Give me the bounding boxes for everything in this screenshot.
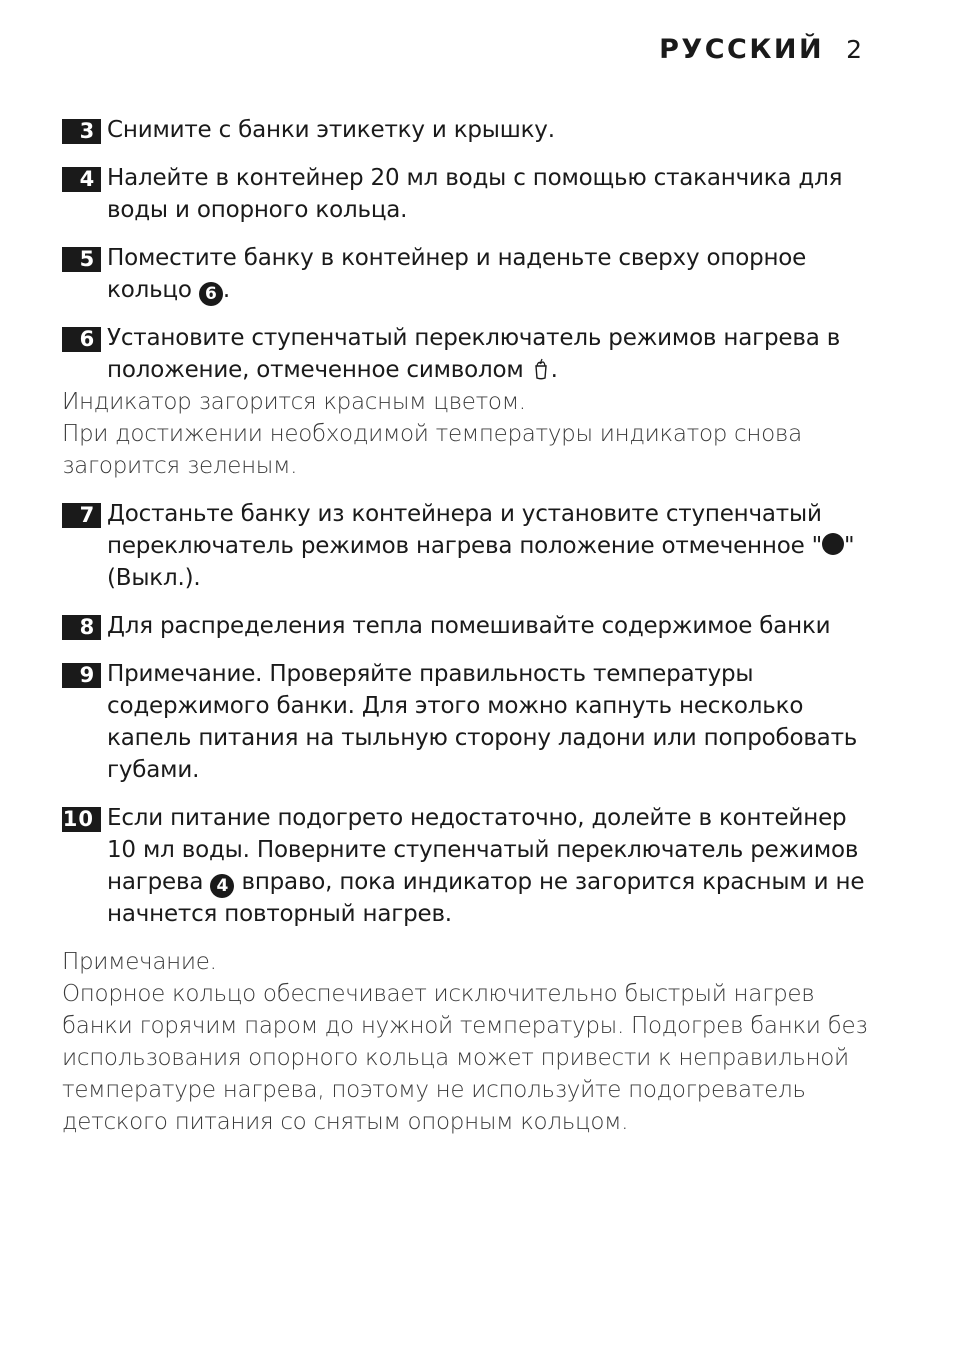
step-line: начнется повторный нагрев.: [107, 901, 452, 927]
note-line: температуре нагрева, поэтому не используйте подогреватель: [62, 1077, 806, 1103]
step-line: Достаньте банку из контейнера и установите ступенчатый: [107, 501, 822, 527]
step-line-end: .: [550, 357, 558, 383]
note-title: Примечание.: [62, 949, 217, 975]
step-line: Если питание подогрето недостаточно, долейте в контейнер: [107, 805, 847, 831]
step-number: 10: [62, 807, 101, 832]
step-7: [62, 498, 882, 594]
step-3: [62, 114, 882, 146]
step-line-with-badge: [107, 866, 882, 898]
note-line: использования опорного кольца может привести к неправильной: [62, 1045, 849, 1071]
step-number: 5: [62, 247, 101, 272]
result-line: При достижении необходимой температуры индикатор снова: [62, 421, 802, 447]
step-line: содержимого банки. Для этого можно капнуть несколько: [107, 693, 804, 719]
step-6-result: [62, 386, 882, 482]
note-line: детского питания со снятым опорным кольцом.: [62, 1109, 629, 1135]
step-line-with-badge: [107, 274, 882, 306]
step-line-end: .: [222, 277, 230, 303]
step-4: [62, 162, 882, 226]
step-8: [62, 610, 882, 642]
step-number: 9: [62, 663, 101, 688]
step-10: [62, 802, 882, 930]
page-header: [62, 34, 862, 65]
step-9: [62, 658, 882, 786]
result-line: загорится зеленым.: [62, 453, 298, 479]
language-title: РУССКИЙ: [659, 34, 825, 65]
step-line: воды и опорного кольца.: [107, 197, 408, 223]
step-line-with-icon: [107, 530, 882, 562]
step-line: капель питания на тыльную сторону ладони или попробовать: [107, 725, 858, 751]
result-line: Индикатор загорится красным цветом.: [62, 389, 526, 415]
off-dot-icon: [822, 533, 844, 555]
jar-icon: [531, 358, 551, 380]
callout-number-badge: 6: [199, 282, 223, 306]
note-line: Опорное кольцо обеспечивает исключительно быстрый нагрев: [62, 981, 815, 1007]
step-line: Установите ступенчатый переключатель режимов нагрева в: [107, 325, 841, 351]
step-5: [62, 242, 882, 306]
step-line: Поместите банку в контейнер и наденьте сверху опорное: [107, 245, 807, 271]
page-number: 2: [846, 35, 862, 64]
step-line: Примечание. Проверяйте правильность температуры: [107, 661, 754, 687]
step-number: 8: [62, 615, 101, 640]
step-6: [62, 322, 882, 386]
note: [62, 946, 882, 1138]
step-line-end: ": [844, 533, 855, 559]
step-line-end: вправо, пока индикатор не загорится красным и не: [241, 869, 865, 895]
step-line: Налейте в контейнер 20 мл воды с помощью стаканчика для: [107, 165, 843, 191]
step-line: Снимите с банки этикетку и крышку.: [107, 117, 555, 143]
step-number: 3: [62, 119, 101, 144]
step-number: 7: [62, 503, 101, 528]
step-line-text: положение, отмеченное символом: [107, 357, 524, 383]
step-number: 6: [62, 327, 101, 352]
step-line-text: кольцо: [107, 277, 192, 303]
step-line-text: нагрева: [107, 869, 204, 895]
step-number: 4: [62, 167, 101, 192]
step-line: Для распределения тепла помешивайте содержимое банки: [107, 613, 831, 639]
step-line: 10 мл воды. Поверните ступенчатый переключатель режимов: [107, 837, 859, 863]
step-line-text: переключатель режимов нагрева положение отмеченное ": [107, 533, 823, 559]
step-line-with-icon: [107, 354, 882, 386]
instructions: [62, 114, 882, 1138]
note-line: банки горячим паром до нужной температуры. Подогрев банки без: [62, 1013, 868, 1039]
step-line: губами.: [107, 757, 200, 783]
step-line: (Выкл.).: [107, 565, 201, 591]
callout-number-badge: 4: [210, 874, 234, 898]
